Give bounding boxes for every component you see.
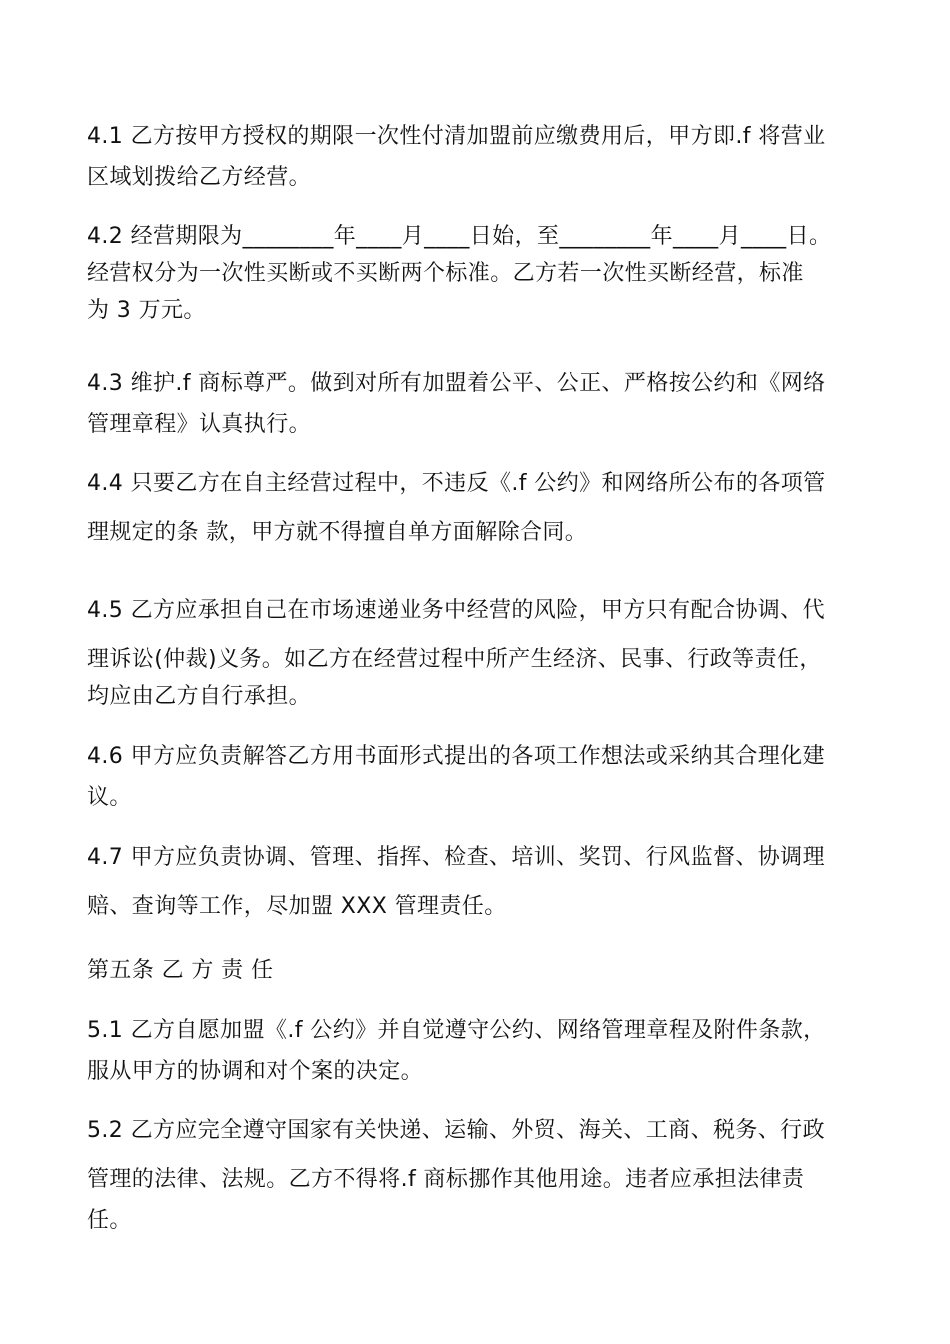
text-line: 管理的法律、法规。乙方不得将.f 商标挪作其他用途。违者应承担法律责	[87, 1167, 805, 1192]
text-line: 理诉讼(仲裁)义务。如乙方在经营过程中所产生经济、民事、行政等责任，	[87, 647, 822, 672]
text-line: 4.6 甲方应负责解答乙方用书面形式提出的各项工作想法或采纳其合理化建	[87, 744, 825, 769]
text-line: 4.7 甲方应负责协调、管理、指挥、检查、培训、奖罚、行风监督、协调理	[87, 845, 825, 870]
text-line: 服从甲方的协调和对个案的决定。	[87, 1059, 424, 1084]
text-line: 管理章程》认真执行。	[87, 412, 312, 437]
text-line: 4.5 乙方应承担自己在市场速递业务中经营的风险，甲方只有配合协调、代	[87, 598, 825, 623]
text-line: 议。	[87, 785, 132, 810]
text-line: 为 3 万元。	[87, 298, 206, 323]
text-line: 4.3 维护.f 商标尊严。做到对所有加盟着公平、公正、严格按公约和《网络	[87, 371, 826, 396]
text-line: 任。	[87, 1208, 132, 1233]
text-line: 理规定的条 款，甲方就不得擅自单方面解除合同。	[87, 520, 588, 545]
text-line: 赔、查询等工作，尽加盟 XXX 管理责任。	[87, 894, 507, 919]
text-line: 4.2 经营期限为________年____月____日始，至________年____月____日。	[87, 224, 832, 249]
text-line: 4.4 只要乙方在自主经营过程中，不违反《.f 公约》和网络所公布的各项管	[87, 471, 826, 496]
text-line: 区域划拨给乙方经营。	[87, 165, 312, 190]
text-line: 5.2 乙方应完全遵守国家有关快递、运输、外贸、海关、工商、税务、行政	[87, 1118, 825, 1143]
text-line: 均应由乙方自行承担。	[87, 684, 312, 709]
text-line: 4.1 乙方按甲方授权的期限一次性付清加盟前应缴费用后，甲方即.f 将营业	[87, 124, 826, 149]
text-line: 5.1 乙方自愿加盟《.f 公约》并自觉遵守公约、网络管理章程及附件条款，	[87, 1018, 826, 1043]
section-heading: 第五条 乙 方 责 任	[87, 958, 274, 983]
text-line: 经营权分为一次性买断或不买断两个标准。乙方若一次性买断经营，标准	[87, 261, 804, 286]
